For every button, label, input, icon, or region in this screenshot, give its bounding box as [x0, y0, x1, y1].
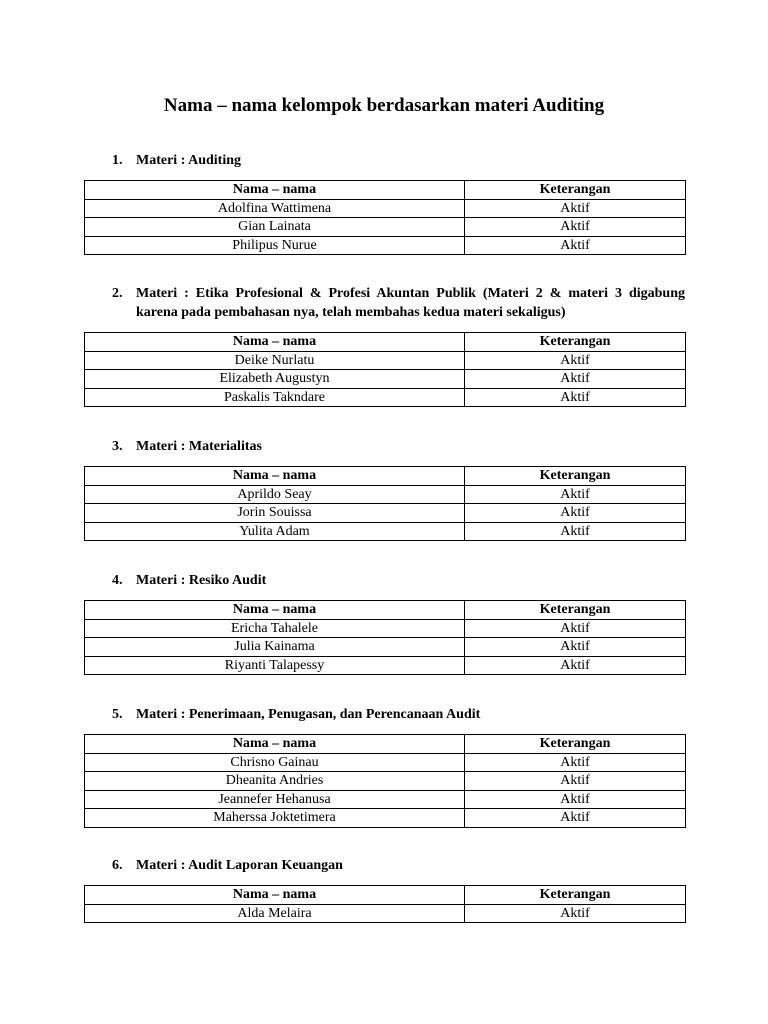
member-status: Aktif [465, 772, 686, 791]
header-status: Keterangan [465, 886, 686, 905]
section-4 [84, 571, 685, 675]
member-status: Aktif [465, 485, 686, 504]
section-3 [84, 437, 685, 541]
header-status: Keterangan [465, 181, 686, 200]
section-title: Materi : Audit Laporan Keuangan [136, 858, 343, 873]
table-row [85, 370, 686, 389]
member-status: Aktif [465, 218, 686, 237]
member-name: Riyanti Talapessy [85, 656, 465, 675]
section-2 [84, 284, 685, 407]
table-row [85, 772, 686, 791]
member-status: Aktif [465, 504, 686, 523]
section-title: Materi : Etika Profesional & Profesi Akuntan Publik (Materi 2 & materi 3 digabung karena pada pembahasan nya, telah membahas kedua materi sekaligus) [136, 286, 685, 320]
section-title: Materi : Auditing [136, 153, 241, 168]
section-title: Materi : Resiko Audit [136, 573, 267, 588]
member-name: Dheanita Andries [85, 772, 465, 791]
table-row [85, 199, 686, 218]
section-title: Materi : Penerimaan, Penugasan, dan Perencanaan Audit [136, 707, 481, 722]
member-table [84, 600, 686, 675]
member-status: Aktif [465, 351, 686, 370]
header-status: Keterangan [465, 333, 686, 352]
header-name: Nama – nama [85, 601, 465, 620]
member-status: Aktif [465, 619, 686, 638]
table-header-row [85, 181, 686, 200]
table-row [85, 388, 686, 407]
member-name: Chrisno Gainau [85, 753, 465, 772]
header-name: Nama – nama [85, 735, 465, 754]
member-status: Aktif [465, 236, 686, 255]
member-name: Maherssa Joktetimera [85, 809, 465, 828]
table-row [85, 656, 686, 675]
table-header-row [85, 467, 686, 486]
member-table [84, 734, 686, 828]
section-5 [84, 705, 685, 828]
member-name: Ericha Tahalele [85, 619, 465, 638]
table-header-row [85, 333, 686, 352]
member-table [84, 466, 686, 541]
section-number: 4. [112, 573, 123, 588]
member-table [84, 180, 686, 255]
header-name: Nama – nama [85, 467, 465, 486]
member-name: Yulita Adam [85, 522, 465, 541]
table-header-row [85, 601, 686, 620]
table-row [85, 504, 686, 523]
table-row [85, 790, 686, 809]
section-heading [84, 151, 685, 170]
section-number: 6. [112, 858, 123, 873]
member-name: Paskalis Takndare [85, 388, 465, 407]
header-name: Nama – nama [85, 886, 465, 905]
table-header-row [85, 886, 686, 905]
table-row [85, 638, 686, 657]
table-row [85, 485, 686, 504]
member-status: Aktif [465, 790, 686, 809]
section-title: Materi : Materialitas [136, 439, 262, 454]
member-status: Aktif [465, 388, 686, 407]
member-status: Aktif [465, 370, 686, 389]
section-number: 2. [112, 286, 123, 301]
header-status: Keterangan [465, 735, 686, 754]
table-row [85, 522, 686, 541]
member-name: Julia Kainama [85, 638, 465, 657]
table-row [85, 809, 686, 828]
table-row [85, 619, 686, 638]
table-row [85, 753, 686, 772]
section-heading [84, 437, 685, 456]
table-header-row [85, 735, 686, 754]
section-1 [84, 151, 685, 255]
member-status: Aktif [465, 638, 686, 657]
member-name: Alda Melaira [85, 904, 465, 923]
section-number: 3. [112, 439, 123, 454]
member-name: Elizabeth Augustyn [85, 370, 465, 389]
member-name: Jorin Souissa [85, 504, 465, 523]
member-table [84, 332, 686, 407]
header-name: Nama – nama [85, 333, 465, 352]
table-row [85, 351, 686, 370]
member-status: Aktif [465, 656, 686, 675]
member-name: Philipus Nurue [85, 236, 465, 255]
section-heading [84, 571, 685, 590]
member-name: Aprildo Seay [85, 485, 465, 504]
document-title: Nama – nama kelompok berdasarkan materi Auditing [163, 95, 605, 116]
section-6 [84, 856, 685, 923]
member-name: Adolfina Wattimena [85, 199, 465, 218]
header-status: Keterangan [465, 467, 686, 486]
member-table [84, 885, 686, 923]
section-heading [84, 284, 685, 322]
section-heading [84, 705, 685, 724]
member-status: Aktif [465, 199, 686, 218]
member-status: Aktif [465, 904, 686, 923]
header-name: Nama – nama [85, 181, 465, 200]
table-row [85, 218, 686, 237]
table-row [85, 236, 686, 255]
section-number: 5. [112, 707, 123, 722]
table-row [85, 904, 686, 923]
member-status: Aktif [465, 753, 686, 772]
member-status: Aktif [465, 522, 686, 541]
member-name: Deike Nurlatu [85, 351, 465, 370]
section-number: 1. [112, 153, 123, 168]
member-status: Aktif [465, 809, 686, 828]
member-name: Gian Lainata [85, 218, 465, 237]
member-name: Jeannefer Hehanusa [85, 790, 465, 809]
header-status: Keterangan [465, 601, 686, 620]
section-heading [84, 856, 685, 875]
